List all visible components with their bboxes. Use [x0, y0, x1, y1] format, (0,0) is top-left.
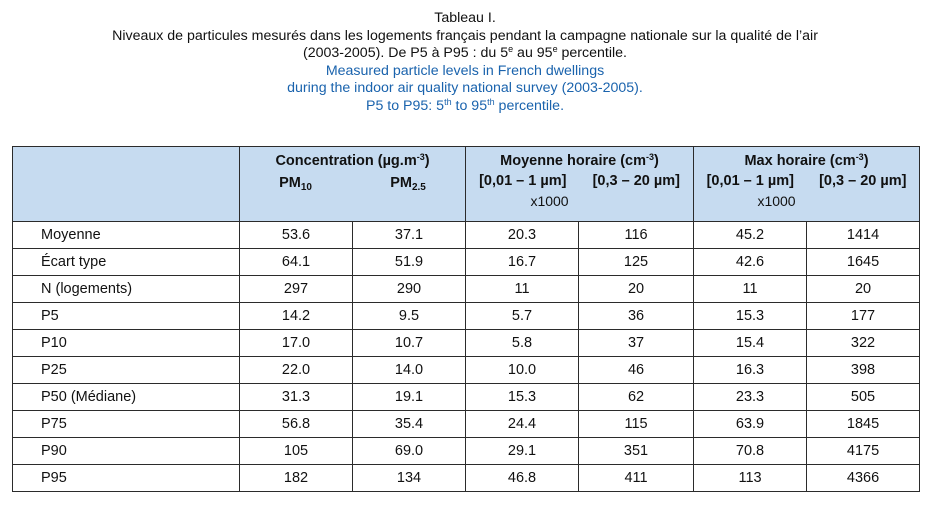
header-max-range-1: [0,01 – 1 µm] — [706, 173, 794, 189]
table-cell: 5.7 — [466, 303, 579, 330]
row-label: P25 — [13, 357, 240, 384]
table-cell: 113 — [694, 465, 807, 492]
caption-french-line-1: Niveaux de particules mesurés dans les logements français pendant la campagne nationale sur la qualité de l’air — [112, 27, 818, 44]
header-moyenne-range-1: [0,01 – 1 µm] — [479, 173, 567, 189]
table-cell: 16.7 — [466, 249, 579, 276]
caption-english-line-1: Measured particle levels in French dwellings — [325, 62, 605, 79]
table-cell: 37 — [579, 330, 694, 357]
table-cell: 20 — [579, 276, 694, 303]
table-cell: 411 — [579, 465, 694, 492]
table-cell: 177 — [807, 303, 920, 330]
table-cell: 351 — [579, 438, 694, 465]
row-label: P75 — [13, 411, 240, 438]
table-cell: 20.3 — [466, 222, 579, 249]
table-cell: 10.7 — [353, 330, 466, 357]
table-cell: 134 — [353, 465, 466, 492]
table-cell: 4175 — [807, 438, 920, 465]
table-cell: 11 — [466, 276, 579, 303]
row-label: P5 — [13, 303, 240, 330]
table-cell: 35.4 — [353, 411, 466, 438]
table-cell: 62 — [579, 384, 694, 411]
table-cell: 398 — [807, 357, 920, 384]
table-row — [13, 411, 920, 438]
table-cell: 15.3 — [466, 384, 579, 411]
table-cell: 10.0 — [466, 357, 579, 384]
table-row — [13, 438, 920, 465]
row-label: Moyenne — [13, 222, 240, 249]
table-cell: 5.8 — [466, 330, 579, 357]
table-cell: 37.1 — [353, 222, 466, 249]
particle-levels-table — [12, 146, 920, 492]
table-cell: 297 — [240, 276, 353, 303]
table-cell: 15.4 — [694, 330, 807, 357]
row-label: P95 — [13, 465, 240, 492]
table-cell: 51.9 — [353, 249, 466, 276]
table-cell: 16.3 — [694, 357, 807, 384]
header-max-horaire: Max horaire $(cm^{-3})$ [0,01 – 1 µm] [0,3 – 20 µm] x1000 — [694, 147, 920, 222]
header-pm10: $PM_{10}$ — [279, 175, 312, 193]
table-cell: 116 — [579, 222, 694, 249]
row-label: Écart type — [13, 249, 240, 276]
table-row — [13, 276, 920, 303]
table-cell: 23.3 — [694, 384, 807, 411]
header-max-multiplier: x1000 — [757, 193, 796, 209]
table-cell: 17.0 — [240, 330, 353, 357]
caption-english-line-2: during the indoor air quality national survey (2003-2005). — [287, 80, 643, 96]
table-cell: 63.9 — [694, 411, 807, 438]
table-cell: 70.8 — [694, 438, 807, 465]
table-cell: 36 — [579, 303, 694, 330]
table-cell: 69.0 — [353, 438, 466, 465]
table-cell: 11 — [694, 276, 807, 303]
table-cell: 45.2 — [694, 222, 807, 249]
table-cell: 505 — [807, 384, 920, 411]
table-cell: 20 — [807, 276, 920, 303]
row-label: N (logements) — [13, 276, 240, 303]
table-row — [13, 384, 920, 411]
table-cell: 105 — [240, 438, 353, 465]
header-empty-cell — [13, 147, 240, 222]
header-moyenne-multiplier: x1000 — [530, 193, 569, 209]
table-cell: 125 — [579, 249, 694, 276]
table-cell: 19.1 — [353, 384, 466, 411]
table-row — [13, 357, 920, 384]
table-cell: 56.8 — [240, 411, 353, 438]
caption-english-line-3: P5 to P95: 5th to 95th percentile. — [365, 96, 565, 114]
table-row — [13, 465, 920, 492]
table-cell: 42.6 — [694, 249, 807, 276]
table-caption — [0, 0, 930, 115]
table-row — [13, 303, 920, 330]
caption-french-line-2: (2003-2005). De P5 à P95 : du 5e au 95e percentile. — [303, 44, 627, 61]
table-cell: 322 — [807, 330, 920, 357]
header-moyenne-horaire: Moyenne horaire $(cm^{-3})$ [0,01 – 1 µm] [0,3 – 20 µm] x1000 — [466, 147, 694, 222]
table-cell: 1645 — [807, 249, 920, 276]
table-cell: 9.5 — [353, 303, 466, 330]
row-label: P50 (Médiane) — [13, 384, 240, 411]
table-body — [13, 222, 920, 492]
table-row — [13, 249, 920, 276]
table-cell: 22.0 — [240, 357, 353, 384]
table-cell: 46.8 — [466, 465, 579, 492]
table-cell: 290 — [353, 276, 466, 303]
table-cell: 14.0 — [353, 357, 466, 384]
table-cell: 14.2 — [240, 303, 353, 330]
header-max-range-2: [0,3 – 20 µm] — [819, 173, 907, 189]
table-cell: 24.4 — [466, 411, 579, 438]
row-label: P10 — [13, 330, 240, 357]
table-cell: 182 — [240, 465, 353, 492]
caption-title: Tableau I. — [434, 10, 496, 26]
row-label: P90 — [13, 438, 240, 465]
table-row — [13, 330, 920, 357]
table-row — [13, 222, 920, 249]
header-pm25: $PM_{2.5}$ — [390, 175, 426, 193]
table-cell: 1845 — [807, 411, 920, 438]
header-moyenne-range-2: [0,3 – 20 µm] — [592, 173, 680, 189]
table-cell: 15.3 — [694, 303, 807, 330]
header-concentration: Concentration $(\mu g.m^{-3})$ $PM_{10}$ $PM_{2.5}$ — [240, 147, 466, 222]
table-cell: 115 — [579, 411, 694, 438]
table-cell: 4366 — [807, 465, 920, 492]
table-cell: 29.1 — [466, 438, 579, 465]
table-cell: 53.6 — [240, 222, 353, 249]
table-cell: 31.3 — [240, 384, 353, 411]
table-header-row — [13, 147, 920, 222]
table-cell: 64.1 — [240, 249, 353, 276]
table-cell: 46 — [579, 357, 694, 384]
table-cell: 1414 — [807, 222, 920, 249]
